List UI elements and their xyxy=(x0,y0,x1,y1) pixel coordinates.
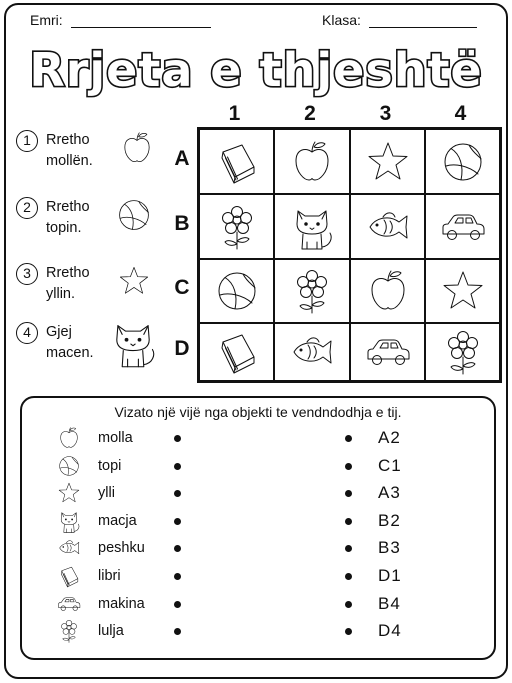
flower-icon xyxy=(54,618,84,644)
apple-icon xyxy=(285,137,339,187)
instruction-number: 3 xyxy=(16,263,38,285)
flower-icon xyxy=(285,266,339,316)
star-icon xyxy=(436,266,490,316)
matching-code: A2 xyxy=(378,428,401,447)
instruction-item xyxy=(14,193,164,245)
book-icon xyxy=(54,563,84,589)
book-icon xyxy=(210,137,264,187)
flower-icon xyxy=(436,327,490,377)
matching-code: B3 xyxy=(378,538,401,558)
matching-dot-right[interactable] xyxy=(345,435,352,442)
matching-dot-left[interactable] xyxy=(174,573,181,580)
matching-dot-right[interactable] xyxy=(345,601,352,608)
matching-dot-left[interactable] xyxy=(174,628,181,635)
matching-word: makina xyxy=(98,595,145,612)
page-title xyxy=(0,36,512,104)
matching-dot-right[interactable] xyxy=(345,573,352,580)
grid-cell[interactable] xyxy=(350,194,425,259)
instruction-item xyxy=(14,259,164,311)
matching-dot-right[interactable] xyxy=(345,545,352,552)
name-field[interactable] xyxy=(30,12,211,28)
matching-word: lulja xyxy=(98,623,124,640)
grid-cell[interactable] xyxy=(199,259,274,323)
matching-code: A3 xyxy=(378,483,401,503)
matching-box xyxy=(20,396,496,660)
ball-icon xyxy=(114,193,154,237)
fish-icon xyxy=(361,202,415,252)
instruction-line1: Rretho xyxy=(46,265,90,281)
instruction-line2: macen. xyxy=(46,345,94,361)
book-icon xyxy=(210,327,264,377)
apple-icon xyxy=(54,425,84,451)
grid-column-label: 2 xyxy=(304,102,316,125)
matching-word: ylli xyxy=(98,485,115,502)
grid-row-label: B xyxy=(174,211,190,235)
matching-dot-right[interactable] xyxy=(345,463,352,470)
matching-code: B4 xyxy=(378,593,401,613)
name-line[interactable] xyxy=(71,27,211,28)
grid-cell[interactable] xyxy=(350,259,425,323)
grid-column-label: 4 xyxy=(454,102,467,125)
matching-word: topi xyxy=(98,457,122,474)
instruction-line1: Rretho xyxy=(46,199,90,215)
fish-icon xyxy=(54,535,84,561)
star-icon xyxy=(54,480,84,506)
matching-instruction: Vizato një vijë nga objekti te vendndodhja e tij. xyxy=(114,404,402,420)
matching-dot-left[interactable] xyxy=(174,545,181,552)
matching-dot-left[interactable] xyxy=(174,518,181,525)
car-icon xyxy=(54,591,84,617)
instruction-text xyxy=(46,263,90,305)
grid-column-label: 3 xyxy=(379,102,392,125)
grid-cell[interactable] xyxy=(274,194,350,259)
instruction-text xyxy=(46,322,94,364)
class-field[interactable] xyxy=(322,12,477,28)
instruction-number: 4 xyxy=(16,322,38,344)
instruction-line2: mollën. xyxy=(46,153,93,169)
grid-cell[interactable] xyxy=(425,323,500,381)
cat-icon xyxy=(106,312,160,374)
instruction-line1: Rretho xyxy=(46,132,90,148)
grid-cell[interactable] xyxy=(199,129,274,194)
instruction-line2: yllin. xyxy=(46,286,76,302)
matching-dot-left[interactable] xyxy=(174,463,181,470)
ball-icon xyxy=(436,137,490,187)
grid-cell[interactable] xyxy=(199,323,274,381)
grid-cell[interactable] xyxy=(425,129,500,194)
flower-icon xyxy=(210,202,264,252)
instruction-item xyxy=(14,126,164,178)
matching-row xyxy=(22,562,494,590)
grid-cell[interactable] xyxy=(350,323,425,381)
matching-dot-right[interactable] xyxy=(345,490,352,497)
instruction-line1: Gjej xyxy=(46,324,72,340)
matching-code: D4 xyxy=(378,621,402,641)
name-label: Emri: xyxy=(30,12,63,28)
matching-word: libri xyxy=(98,568,121,584)
picture-grid xyxy=(197,127,502,383)
class-label: Klasa: xyxy=(322,12,361,28)
instruction-text xyxy=(46,130,93,172)
grid-row-label: A xyxy=(174,146,190,170)
apple-icon xyxy=(118,126,156,170)
matching-row xyxy=(22,424,494,452)
grid-cell[interactable] xyxy=(274,259,350,323)
matching-code: C1 xyxy=(378,455,402,475)
matching-row xyxy=(22,617,494,645)
instruction-text xyxy=(46,197,90,239)
instruction-number: 1 xyxy=(16,130,38,152)
grid-column-label: 1 xyxy=(228,102,241,125)
grid-cell[interactable] xyxy=(274,129,350,194)
instruction-item xyxy=(14,318,164,370)
cat-icon xyxy=(54,508,84,534)
matching-dot-left[interactable] xyxy=(174,490,181,497)
matching-row xyxy=(22,534,494,562)
car-icon xyxy=(361,327,415,377)
matching-code: D1 xyxy=(378,566,402,585)
matching-code: B2 xyxy=(378,510,401,530)
matching-dot-right[interactable] xyxy=(345,518,352,525)
grid-cell[interactable] xyxy=(425,194,500,259)
grid-row-label: D xyxy=(174,337,190,360)
ball-icon xyxy=(210,266,264,316)
grid-cell[interactable] xyxy=(274,323,350,381)
grid-cell[interactable] xyxy=(199,194,274,259)
matching-row xyxy=(22,452,494,480)
instruction-number: 2 xyxy=(16,197,38,219)
matching-word: macja xyxy=(98,512,137,529)
matching-dot-left[interactable] xyxy=(174,435,181,442)
star-icon xyxy=(116,261,152,301)
grid-cell[interactable] xyxy=(425,259,500,323)
instruction-line2: topin. xyxy=(46,220,82,236)
car-icon xyxy=(436,202,490,252)
fish-icon xyxy=(285,327,339,377)
apple-icon xyxy=(361,266,415,316)
page-title-text: Rrjeta e thjeshtë xyxy=(29,43,483,97)
matching-dot-right[interactable] xyxy=(345,628,352,635)
grid-cell[interactable] xyxy=(350,129,425,194)
matching-row xyxy=(22,479,494,507)
matching-word: peshku xyxy=(98,540,145,557)
matching-row xyxy=(22,507,494,535)
class-line[interactable] xyxy=(369,27,477,28)
grid-row-label: C xyxy=(174,276,190,299)
matching-dot-left[interactable] xyxy=(174,601,181,608)
cat-icon xyxy=(285,202,339,252)
star-icon xyxy=(361,137,415,187)
ball-icon xyxy=(54,453,84,479)
matching-row xyxy=(22,590,494,618)
matching-word: molla xyxy=(98,430,133,446)
